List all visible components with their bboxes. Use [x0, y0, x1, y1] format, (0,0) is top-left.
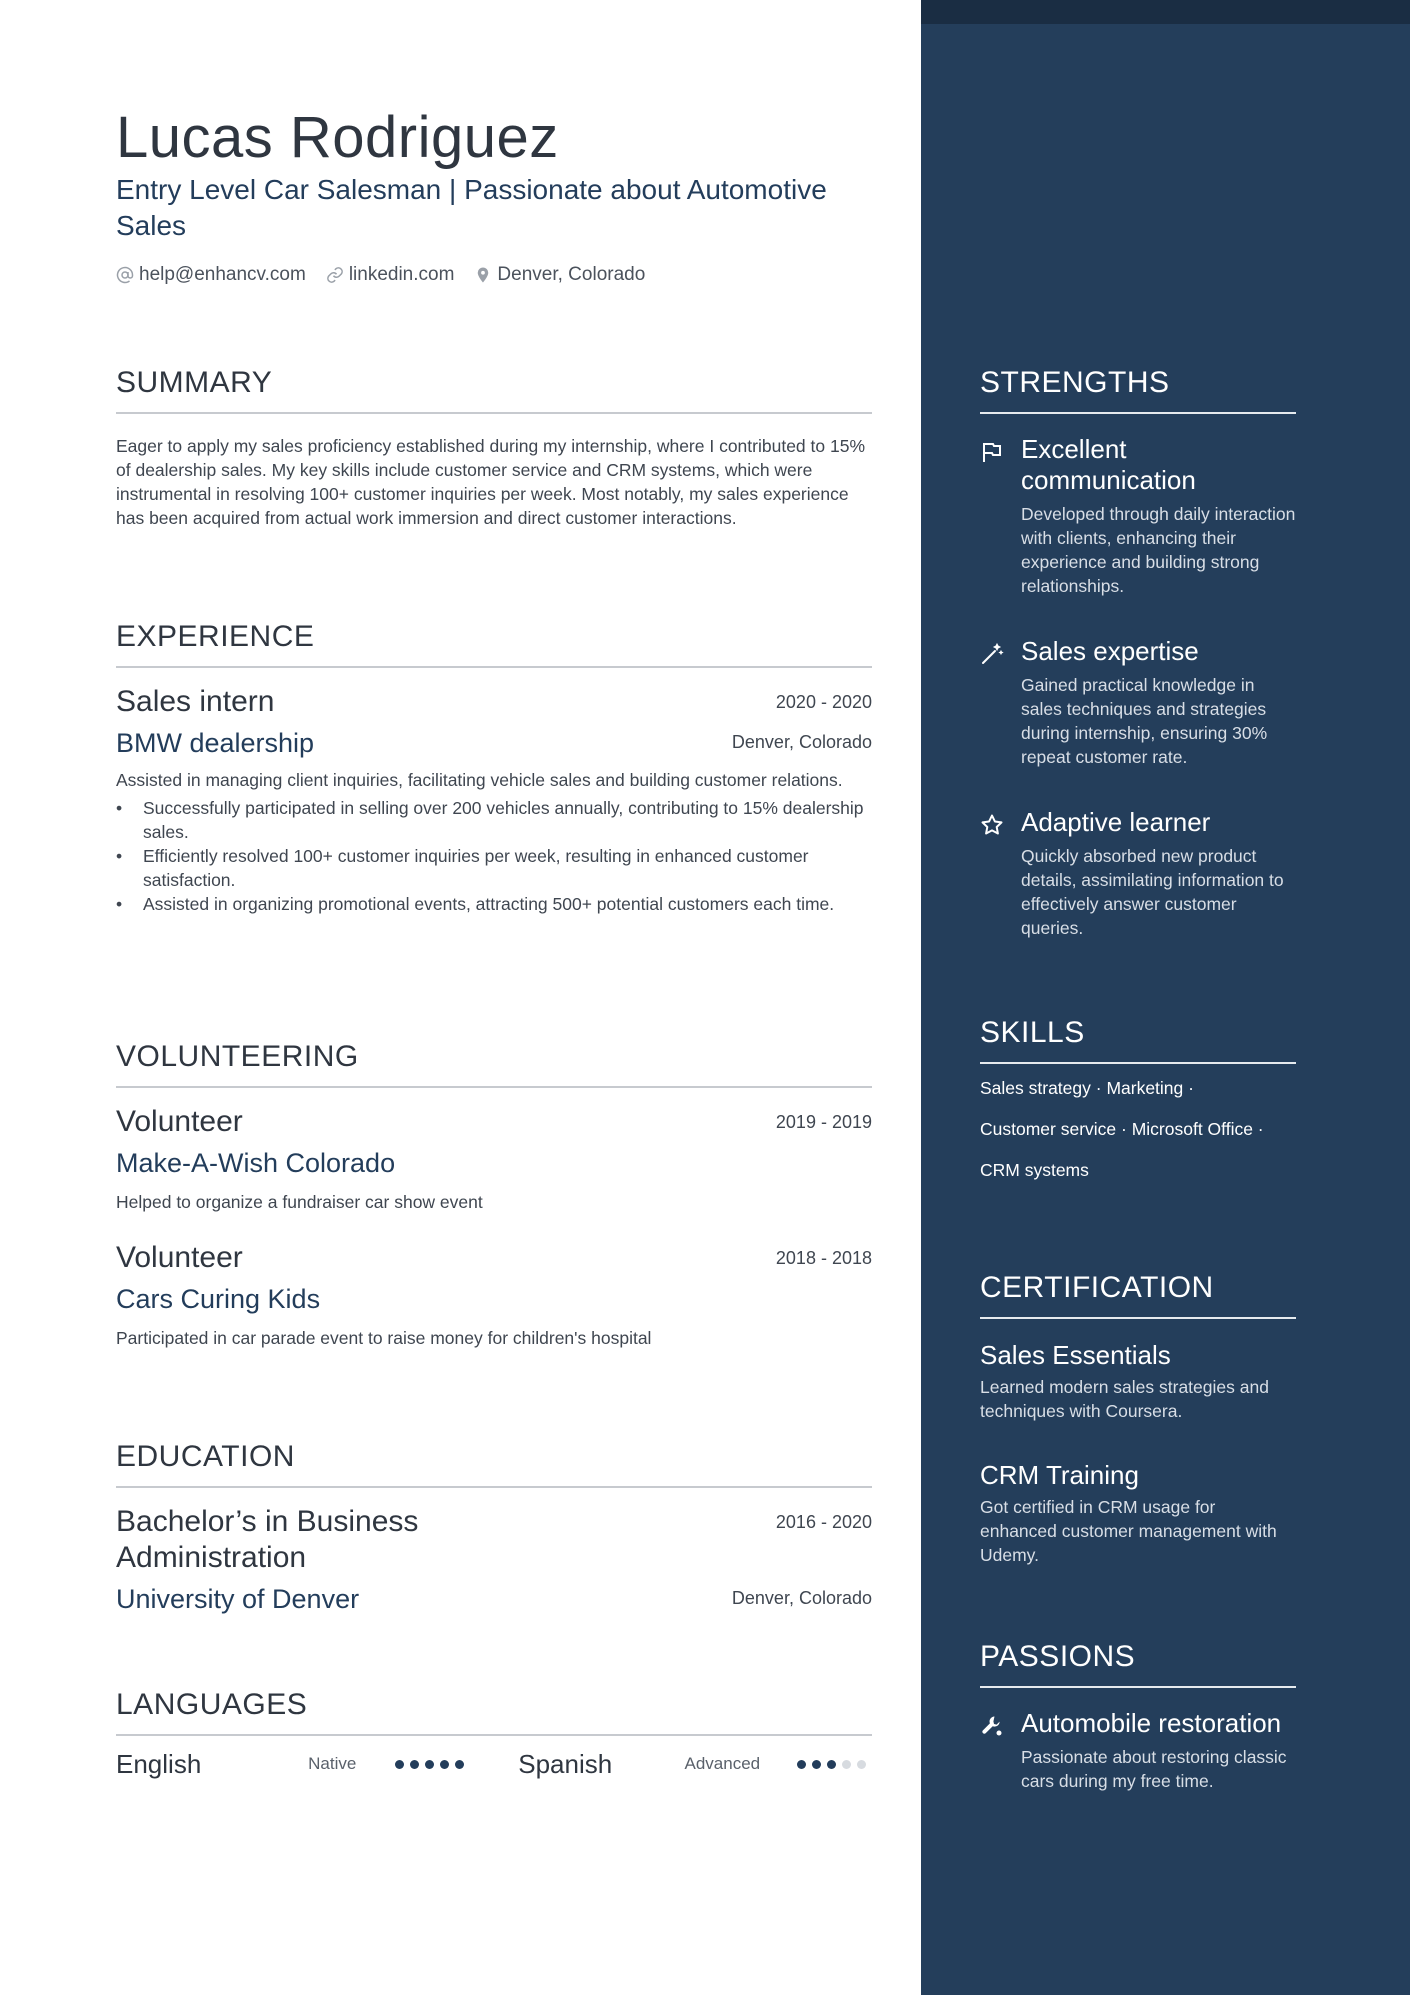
rating-dot: [857, 1760, 866, 1769]
job-bullet: • Efficiently resolved 100+ customer inquiries per week, resulting in enhanced customer satisfaction.: [116, 844, 872, 892]
contact-email[interactable]: [116, 264, 306, 286]
magic-wand-icon: [980, 642, 1004, 666]
language-rating: [395, 1760, 518, 1769]
education-section: [116, 1440, 872, 1616]
volunteer-dates: 2018 - 2018: [775, 1248, 872, 1268]
location-pin-icon: [474, 266, 492, 284]
passions-title: PASSIONS: [980, 1640, 1136, 1673]
certification-section: [980, 1271, 1296, 1567]
volunteer-dates: 2019 - 2019: [775, 1112, 872, 1132]
education-entry: [116, 1504, 872, 1616]
languages-row: [116, 1744, 872, 1784]
flag-icon: [980, 440, 1004, 464]
skills-line: Customer service · Microsoft Office ·: [980, 1119, 1264, 1139]
strength-text: Developed through daily interaction with clients, enhancing their experience and building strong relationships.: [1021, 504, 1296, 596]
languages-title: LANGUAGES: [116, 1688, 308, 1721]
skills-title: SKILLS: [980, 1016, 1085, 1049]
volunteer-entry: [116, 1104, 872, 1214]
candidate-headline: Entry Level Car Salesman | Passionate about Automotive Sales: [116, 174, 827, 241]
link-icon: [326, 266, 344, 284]
section-divider: [116, 412, 872, 414]
strengths-section: [980, 366, 1296, 940]
language-rating: [797, 1760, 872, 1769]
section-divider: [116, 666, 872, 668]
job-company: BMW dealership: [116, 728, 315, 758]
certification-item: [980, 1339, 1296, 1423]
language-level: Advanced: [684, 1754, 761, 1773]
section-divider: [980, 412, 1296, 414]
education-title: EDUCATION: [116, 1440, 295, 1473]
certification-item: [980, 1459, 1296, 1567]
rating-dot: [842, 1760, 851, 1769]
rating-dot: [425, 1760, 434, 1769]
rating-dot: [410, 1760, 419, 1769]
strength-text: Quickly absorbed new product details, assimilating information to effectively answer customer queries.: [1021, 846, 1284, 938]
volunteering-title: VOLUNTEERING: [116, 1040, 359, 1073]
school: University of Denver: [116, 1584, 360, 1614]
contact-location: [474, 264, 645, 286]
degree: Bachelor’s in Business Administration: [116, 1505, 419, 1574]
skills-line: Sales strategy · Marketing ·: [980, 1078, 1194, 1098]
language-name: Spanish: [518, 1748, 613, 1779]
languages-section: [116, 1688, 872, 1784]
strength-title: Sales expertise: [1021, 636, 1199, 666]
skills-list: [980, 1068, 1296, 1191]
job-role: Sales intern: [116, 685, 275, 718]
contact-email-text: help@enhancv.com: [139, 264, 306, 285]
language-level: Native: [308, 1754, 357, 1773]
strength-title: Excellent communication: [1021, 434, 1196, 495]
job-description: Assisted in managing client inquiries, facilitating vehicle sales and building customer relations.: [116, 770, 843, 790]
volunteer-description: Helped to organize a fundraiser car show event: [116, 1192, 483, 1212]
passion-text: Passionate about restoring classic cars during my free time.: [1021, 1747, 1287, 1791]
job-bullet: • Assisted in organizing promotional events, attracting 500+ potential customers each time.: [116, 892, 872, 916]
strength-item: [980, 807, 1296, 940]
section-divider: [980, 1317, 1296, 1319]
rating-dot: [395, 1760, 404, 1769]
section-divider: [980, 1686, 1296, 1688]
wrench-icon: [980, 1714, 1004, 1738]
certification-text: Got certified in CRM usage for enhanced customer management with Udemy.: [980, 1497, 1277, 1565]
strengths-title: STRENGTHS: [980, 366, 1170, 399]
certification-text: Learned modern sales strategies and techniques with Coursera.: [980, 1377, 1269, 1421]
rating-dot: [797, 1760, 806, 1769]
contact-bar: [116, 264, 665, 286]
summary-text: Eager to apply my sales proficiency established during my internship, where I contributed to 15% of dealership sales. My key skills include customer service and CRM systems, which were instrumental in resolving 100+ customer inquiries per week. Most notably, my sales experience has been acquired from actual work immersion and direct customer interactions.: [116, 436, 866, 528]
volunteer-org: Cars Curing Kids: [116, 1284, 321, 1314]
certification-title: CERTIFICATION: [980, 1271, 1214, 1304]
language-name: English: [116, 1748, 202, 1779]
strength-title: Adaptive learner: [1021, 807, 1211, 837]
rating-dot: [455, 1760, 464, 1769]
section-divider: [980, 1062, 1296, 1064]
job-dates: 2020 - 2020: [775, 692, 872, 712]
experience-title: EXPERIENCE: [116, 620, 315, 653]
sidebar-top-strip: [921, 0, 1410, 24]
candidate-name: Lucas Rodriguez: [116, 105, 559, 170]
experience-entry: [116, 684, 872, 916]
star-icon: [980, 813, 1004, 837]
summary-section: [116, 366, 872, 530]
contact-location-text: Denver, Colorado: [497, 264, 646, 285]
rating-dot: [827, 1760, 836, 1769]
school-location: Denver, Colorado: [731, 1588, 872, 1608]
skills-section: [980, 1016, 1296, 1191]
strength-item: [980, 636, 1296, 769]
passion-item: [980, 1708, 1296, 1793]
sidebar: [921, 0, 1410, 1995]
certification-name: Sales Essentials: [980, 1340, 1171, 1370]
skills-line: CRM systems: [980, 1160, 1089, 1180]
job-bullets: [116, 796, 872, 916]
experience-section: [116, 620, 872, 916]
volunteer-org: Make-A-Wish Colorado: [116, 1148, 396, 1178]
passion-title: Automobile restoration: [1021, 1708, 1282, 1738]
section-divider: [116, 1734, 872, 1736]
section-divider: [116, 1086, 872, 1088]
rating-dot: [812, 1760, 821, 1769]
volunteering-section: [116, 1040, 872, 1350]
certification-name: CRM Training: [980, 1460, 1139, 1490]
volunteer-role: Volunteer: [116, 1241, 243, 1274]
at-icon: [116, 266, 134, 284]
contact-link[interactable]: [326, 264, 455, 286]
volunteer-role: Volunteer: [116, 1105, 243, 1138]
volunteer-entry: [116, 1240, 872, 1350]
job-location: Denver, Colorado: [731, 732, 872, 752]
education-dates: 2016 - 2020: [775, 1512, 872, 1532]
job-bullet: • Successfully participated in selling over 200 vehicles annually, contributing to 15% dealership sales.: [116, 796, 872, 844]
section-divider: [116, 1486, 872, 1488]
strength-text: Gained practical knowledge in sales techniques and strategies during internship, ensuring 30% repeat customer rate.: [1021, 675, 1268, 767]
passions-section: [980, 1640, 1296, 1793]
summary-title: SUMMARY: [116, 366, 273, 399]
rating-dot: [440, 1760, 449, 1769]
volunteer-description: Participated in car parade event to raise money for children's hospital: [116, 1328, 652, 1348]
strength-item: [980, 434, 1296, 598]
contact-link-text: linkedin.com: [348, 264, 455, 285]
